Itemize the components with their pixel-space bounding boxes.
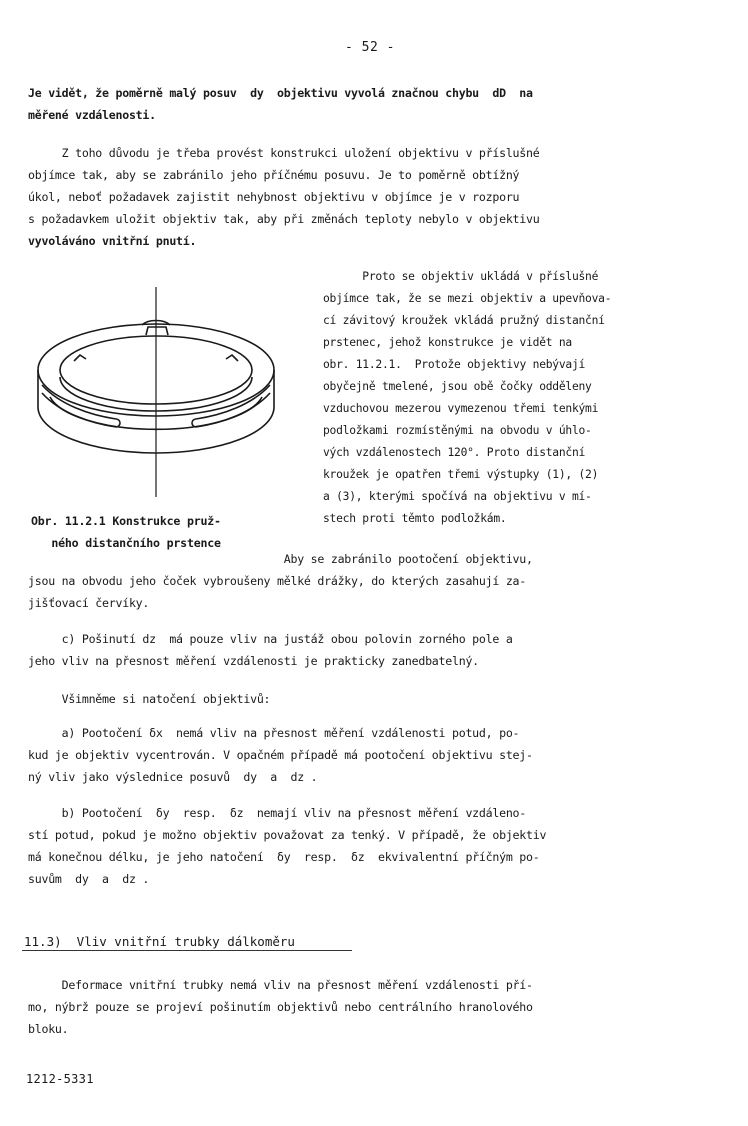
text-line: stech proti těmto podložkám. xyxy=(323,512,507,525)
text-line: vzduchovou mezerou vymezenou třemi tenkými xyxy=(323,402,599,415)
text-line: podložkami rozmístěnými na obvodu v úhlo- xyxy=(323,424,592,437)
section-heading: 11.3) Vliv vnitřní trubky dálkoměru xyxy=(24,934,295,949)
text-line: obr. 11.2.1. Protože objektivy nebývají xyxy=(323,358,586,371)
text-line: s požadavkem uložit objektiv tak, aby při změnách teploty nebylo v objektivu xyxy=(28,212,540,226)
text-line: a (3), kterými spočívá na objektivu v mí- xyxy=(323,490,592,503)
text-line: cí závitový kroužek vkládá pružný distanční xyxy=(323,314,605,327)
page-number: - 52 - xyxy=(345,40,395,55)
text-line: kud je objektiv vycentrován. V opačném případě má pootočení objektivu stej- xyxy=(28,748,533,762)
text-line: Deformace vnitřní trubky nemá vliv na přesnost měření vzdálenosti pří- xyxy=(28,978,533,992)
text-line: obyčejně tmelené, jsou obě čočky odděleny xyxy=(323,380,592,393)
text-line: mo, nýbrž pouze se projeví pošinutím objektivů nebo centrálního hranolového xyxy=(28,1000,533,1014)
text-line: vých vzdálenostech 120°. Proto distanční xyxy=(323,446,586,459)
text-line: prstenec, jehož konstrukce je vidět na xyxy=(323,336,572,349)
footer-code: 1212-5331 xyxy=(26,1072,94,1086)
text-line: a) Pootočení δx nemá vliv na přesnost měření vzdálenosti potud, po- xyxy=(28,726,520,740)
text-line: Všimněme si natočení objektivů: xyxy=(28,692,271,706)
figure-caption: ného distančního prstence xyxy=(31,536,221,550)
text-line: c) Pošinutí dz má pouze vliv na justáž obou polovin zorného pole a xyxy=(28,632,513,646)
text-line: má konečnou délku, je jeho natočení δy resp. δz ekvivalentní příčným po- xyxy=(28,850,540,864)
text-line: úkol, neboť požadavek zajistit nehybnost objektivu v objímce je v rozporu xyxy=(28,190,520,204)
text-line: Aby se zabránilo pootočení objektivu, xyxy=(28,552,533,566)
heading-underline xyxy=(22,950,352,951)
text-line: jeho vliv na přesnost měření vzdálenosti je prakticky zanedbatelný. xyxy=(28,654,479,668)
text-line: jišťovací červíky. xyxy=(28,596,150,610)
text-line: vyvoláváno vnitřní pnutí. xyxy=(28,234,197,248)
text-line: Z toho důvodu je třeba provést konstrukci uložení objektivu v příslušné xyxy=(28,146,540,160)
figure-caption: Obr. 11.2.1 Konstrukce pruž- xyxy=(31,514,221,528)
text-line: b) Pootočení δy resp. δz nemají vliv na přesnost měření vzdáleno- xyxy=(28,806,527,820)
text-line: stí potud, pokud je možno objektiv považovat za tenký. V případě, že objektiv xyxy=(28,828,547,842)
text-line: objímce tak, že se mezi objektiv a upevňova- xyxy=(323,292,612,305)
text-line: bloku. xyxy=(28,1022,69,1036)
text-line: objímce tak, aby se zabránilo jeho příčnému posuvu. Je to poměrně obtížný xyxy=(28,168,520,182)
text-line: Je vidět, že poměrně malý posuv dy objektivu vyvolá značnou chybu dD na xyxy=(28,86,533,100)
text-line: ný vliv jako výslednice posuvů dy a dz . xyxy=(28,770,318,784)
text-line: Proto se objektiv ukládá v příslušné xyxy=(323,270,599,283)
text-line: suvům dy a dz . xyxy=(28,872,150,886)
text-line: kroužek je opatřen třemi výstupky (1), (2) xyxy=(323,468,599,481)
text-line: jsou na obvodu jeho čoček vybroušeny mělké drážky, do kterých zasahují za- xyxy=(28,574,527,588)
spacer-ring-figure xyxy=(20,285,290,505)
text-line: měřené vzdálenosti. xyxy=(28,108,156,122)
